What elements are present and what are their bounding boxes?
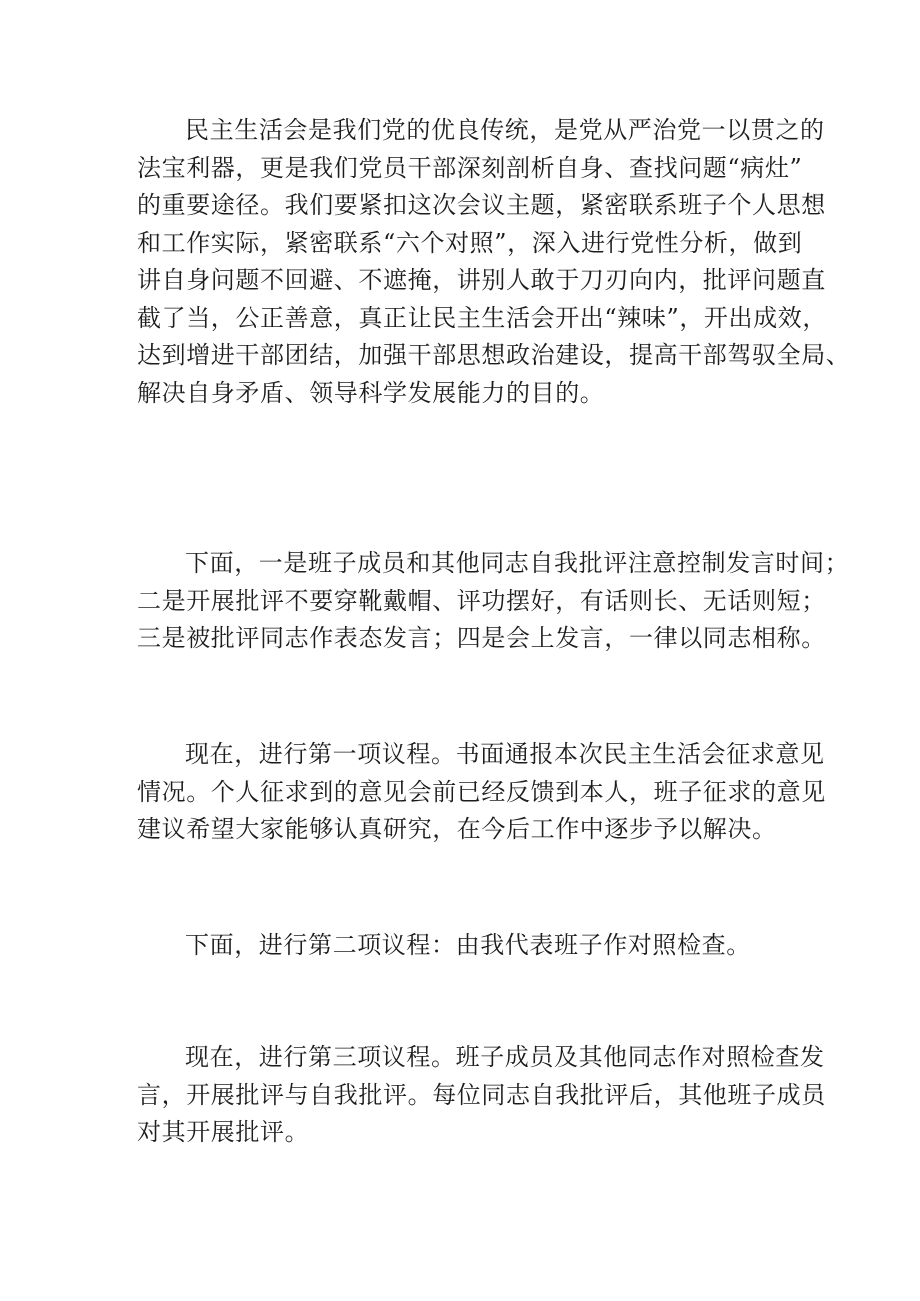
paragraph-rules: [137, 545, 850, 658]
paragraph-line: 对其开展批评。: [137, 1118, 310, 1146]
paragraph-agenda-three: [137, 1039, 826, 1152]
paragraph-line: 讲自身问题不回避、不遮掩，讲别人敢于刀刃向内，批评问题直: [137, 266, 826, 294]
paragraph-line: 建议希望大家能够认真研究，在今后工作中逐步予以解决。: [137, 815, 777, 843]
paragraph-line: 解决自身矛盾、领导科学发展能力的目的。: [137, 378, 605, 407]
paragraph-opening: [137, 112, 851, 412]
paragraph-line: 法宝利器，更是我们党员干部深刻剖析自身、查找问题“病灶”: [137, 153, 803, 182]
paragraph-line: 现在，进行第三项议程。班子成员及其他同志作对照检查发: [185, 1043, 825, 1071]
paragraph-line: 和工作实际，紧密联系“六个对照”，深入进行党性分析，做到: [137, 228, 803, 257]
paragraph-agenda-one: [137, 736, 826, 849]
paragraph-line: 现在，进行第一项议程。书面通报本次民主生活会征求意见: [185, 740, 825, 768]
paragraph-line: 截了当，公正善意，真正让民主生活会开出“辣味”，开出成效，: [137, 303, 827, 332]
paragraph-line: 情况。个人征求到的意见会前已经反馈到本人，班子征求的意见: [137, 777, 826, 806]
paragraph-line: 民主生活会是我们党的优良传统，是党从严治党一以贯之的: [185, 116, 825, 144]
paragraph-line: 下面，进行第二项议程：由我代表班子作对照检查。: [185, 931, 751, 959]
paragraph-line: 的重要途径。我们要紧扣这次会议主题，紧密联系班子个人思想: [137, 191, 826, 219]
paragraph-agenda-two: [137, 927, 797, 965]
paragraph-line: 二是开展批评不要穿靴戴帽、评功摆好，有话则长、无话则短；: [137, 586, 826, 615]
paragraph-line: 三是被批评同志作表态发言；四是会上发言，一律以同志相称。: [137, 624, 826, 652]
paragraph-line: 下面，一是班子成员和其他同志自我批评注意控制发言时间；: [185, 549, 850, 577]
paragraph-line: 达到增进干部团结，加强干部思想政治建设，提高干部驾驭全局、: [137, 341, 851, 369]
paragraph-line: 言，开展批评与自我批评。每位同志自我批评后，其他班子成员: [137, 1080, 826, 1109]
